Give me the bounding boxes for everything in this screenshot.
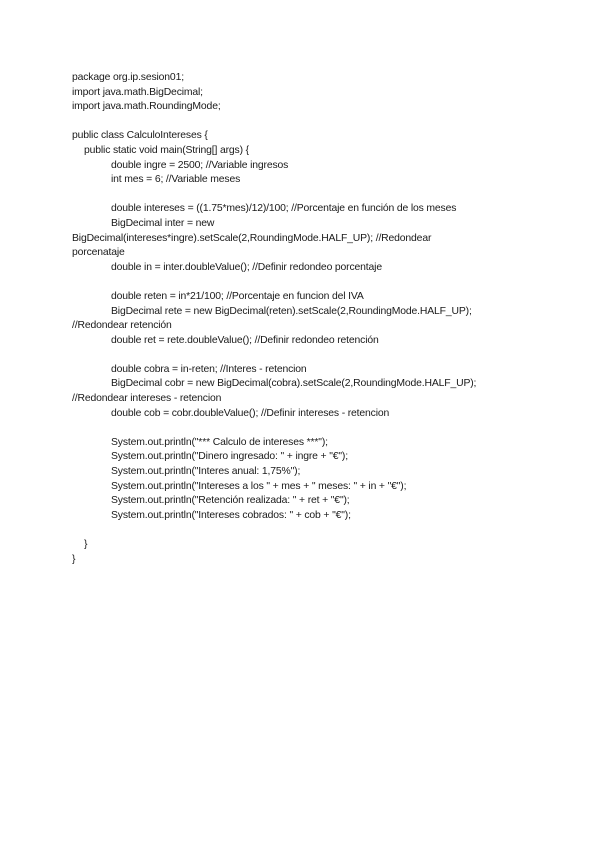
code-line: //Redondear intereses - retencion — [72, 393, 222, 405]
code-line: double reten = in*21/100; //Porcentaje en funcion del IVA — [111, 290, 364, 302]
code-line: int mes = 6; //Variable meses — [111, 174, 241, 186]
code-line: porcenataje — [72, 247, 125, 259]
code-line: BigDecimal rete = new BigDecimal(reten).setScale(2,RoundingMode.HALF_UP); — [111, 305, 472, 317]
code-line: public class CalculoIntereses { — [72, 130, 208, 142]
code-line: double cob = cobr.doubleValue(); //Definir intereses - retencion — [111, 407, 390, 419]
code-line: BigDecimal inter = new — [111, 217, 215, 229]
code-line: import java.math.BigDecimal; — [72, 86, 203, 98]
code-line: //Redondear retención — [72, 320, 172, 332]
blank-line — [72, 275, 542, 290]
code-line: double cobra = in-reten; //Interes - retencion — [111, 363, 307, 375]
code-line: } — [72, 553, 76, 565]
blank-line — [72, 348, 542, 363]
blank-line — [72, 523, 542, 538]
code-line: import java.math.RoundingMode; — [72, 101, 221, 113]
code-line: System.out.println("Intereses cobrados: " + cob + "€"); — [111, 509, 351, 521]
code-line: System.out.println("*** Calculo de intereses ***"); — [111, 436, 328, 448]
code-line: double ingre = 2500; //Variable ingresos — [111, 159, 289, 171]
code-line: System.out.println("Interes anual: 1,75%"); — [111, 466, 301, 478]
code-line: package org.ip.sesion01; — [72, 72, 184, 83]
code-line: System.out.println("Dinero ingresado: " + ingre + "€"); — [111, 451, 348, 463]
code-line: } — [84, 539, 88, 550]
code-line: System.out.println("Retención realizada: " + ret + "€"); — [111, 495, 350, 507]
code-line: double ret = rete.doubleValue(); //Definir redondeo retención — [111, 334, 379, 346]
blank-line — [72, 188, 542, 203]
code-listing — [72, 71, 542, 567]
blank-line — [72, 115, 542, 130]
code-line: System.out.println("Intereses a los " + mes + " meses: " + in + "€"); — [111, 480, 407, 492]
code-line: BigDecimal cobr = new BigDecimal(cobra).setScale(2,RoundingMode.HALF_UP); — [111, 378, 477, 390]
code-line: double in = inter.doubleValue(); //Definir redondeo porcentaje — [111, 261, 382, 273]
code-line: BigDecimal(intereses*ingre).setScale(2,RoundingMode.HALF_UP); //Redondear — [72, 232, 432, 244]
blank-line — [72, 421, 542, 436]
code-line: public static void main(String[] args) { — [84, 144, 249, 156]
code-line: double intereses = ((1.75*mes)/12)/100; //Porcentaje en función de los meses — [111, 203, 457, 215]
